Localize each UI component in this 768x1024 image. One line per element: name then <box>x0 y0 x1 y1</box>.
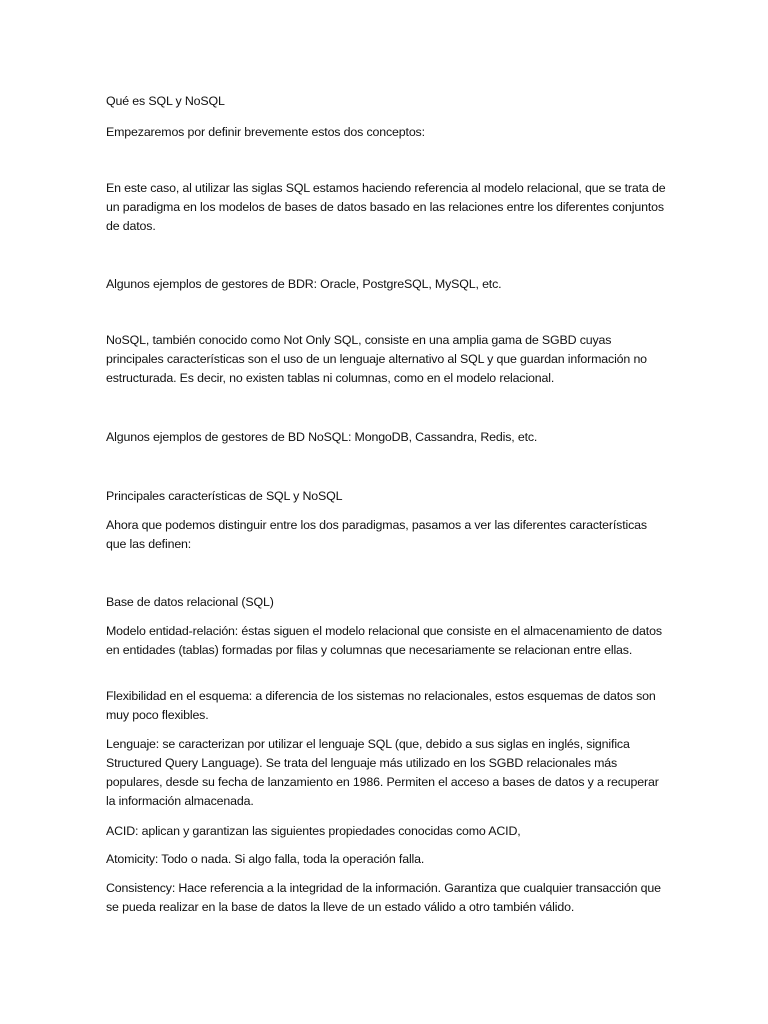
nosql-examples-paragraph: Algunos ejemplos de gestores de BD NoSQL: MongoDB, Cassandra, Redis, etc. <box>106 430 538 444</box>
sql-examples-paragraph: Algunos ejemplos de gestores de BDR: Oracle, PostgreSQL, MySQL, etc. <box>106 277 502 291</box>
intro-paragraph: Empezaremos por definir brevemente estos dos conceptos: <box>106 125 425 139</box>
section-title-characteristics: Principales características de SQL y NoSQL <box>106 489 343 503</box>
section-title-sql-nosql: Qué es SQL y NoSQL <box>106 94 225 108</box>
atomicity-paragraph: Atomicity: Todo o nada. Si algo falla, toda la operación falla. <box>106 852 425 866</box>
nosql-definition-paragraph: NoSQL, también conocido como Not Only SQL, consiste en una amplia gama de SGBD cuyas principales características son el uso de un lenguaje alternativo al SQL y que guardan información no estructurada. Es decir, no existen tablas ni columnas, como en el modelo relacional. <box>106 333 647 385</box>
entity-relation-paragraph: Modelo entidad-relación: éstas siguen el modelo relacional que consiste en el almacenamiento de datos en entidades (tablas) formadas por filas y columnas que necesariamente se relacionan entre ellas. <box>106 624 662 657</box>
language-paragraph: Lenguaje: se caracterizan por utilizar el lenguaje SQL (que, debido a sus siglas en inglés, significa Structured Query Language). Se trata del lenguaje más utilizado en los SGBD relacionales más populares, desde su fecha de lanzamiento en 1986. Permiten el acceso a bases de datos y a recuperar la información almacenada. <box>106 737 659 808</box>
schema-flexibility-paragraph: Flexibilidad en el esquema: a diferencia de los sistemas no relacionales, estos esquemas de datos son muy poco flexibles. <box>106 689 656 722</box>
acid-paragraph: ACID: aplican y garantizan las siguientes propiedades conocidas como ACID, <box>106 824 521 838</box>
section-title-relational-db: Base de datos relacional (SQL) <box>106 595 274 609</box>
characteristics-intro-paragraph: Ahora que podemos distinguir entre los dos paradigmas, pasamos a ver las diferentes características que las definen: <box>106 518 647 551</box>
consistency-paragraph: Consistency: Hace referencia a la integridad de la información. Garantiza que cualquier transacción que se pueda realizar en la base de datos la lleve de un estado válido a otro también válido. <box>106 881 661 914</box>
sql-definition-paragraph: En este caso, al utilizar las siglas SQL estamos haciendo referencia al modelo relacional, que se trata de un paradigma en los modelos de bases de datos basado en las relaciones entre los diferentes conjuntos de datos. <box>106 181 666 233</box>
